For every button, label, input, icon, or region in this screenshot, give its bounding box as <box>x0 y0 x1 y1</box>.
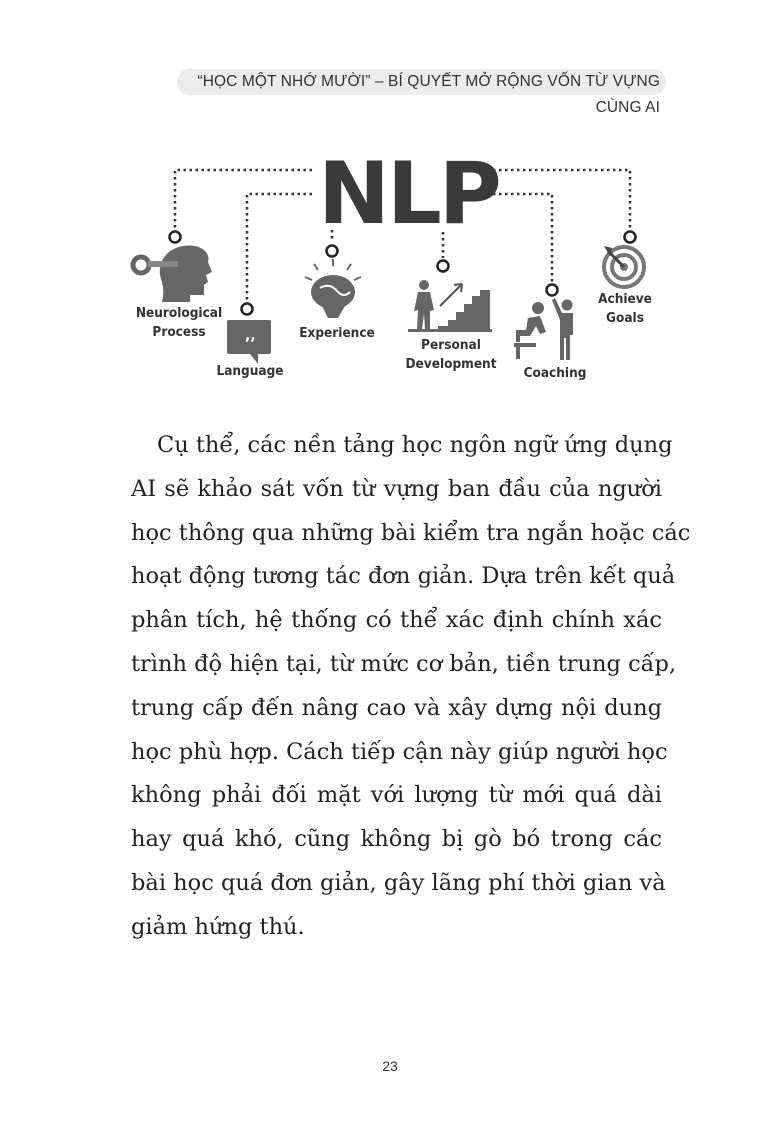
target-icon <box>604 246 644 287</box>
body-paragraph <box>131 424 691 950</box>
head-key-icon <box>133 246 212 302</box>
label-neurological-process <box>133 304 225 342</box>
label-line: Development <box>405 356 497 372</box>
label-achieve-goals <box>589 290 661 328</box>
text-line: phân tích, hệ thống có thể xác định chính xác <box>131 607 662 634</box>
nlp-title: NLP <box>318 144 499 244</box>
label-line: Achieve <box>598 291 652 307</box>
text-line: giảm hứng thú. <box>131 913 305 940</box>
speech-bubble-icon <box>227 320 271 364</box>
nlp-diagram <box>0 0 780 400</box>
label-personal-development <box>402 336 501 374</box>
text-line: học phù hợp. Cách tiếp cận này giúp người học <box>131 738 668 765</box>
text-line: trung cấp đến nâng cao và xây dựng nội dung <box>131 694 662 721</box>
text-line: không phải đối mặt với lượng từ mới quá dài <box>131 782 662 809</box>
text-line: trình độ hiện tại, từ mức cơ bản, tiền trung cấp, <box>131 650 677 677</box>
label-line: Personal <box>421 337 481 353</box>
coaching-people-icon <box>514 298 573 360</box>
label-line: Process <box>152 324 206 340</box>
label-language: Language <box>216 363 284 379</box>
label-line: Goals <box>606 310 644 326</box>
text-line: hoạt động tương tác đơn giản. Dựa trên kết quả <box>131 563 676 590</box>
text-line: hay quá khó, cũng không bị gò bó trong các <box>131 826 662 853</box>
label-experience: Experience <box>299 325 375 341</box>
label-line: Neurological <box>135 305 223 321</box>
text-line: AI sẽ khảo sát vốn từ vựng ban đầu của người <box>131 475 662 502</box>
text-line: học thông qua những bài kiểm tra ngắn hoặc các <box>131 519 691 546</box>
running-header: “HỌC MỘT NHỚ MƯỜI” – BÍ QUYẾT MỞ RỘNG VỐN TỪ VỰNG CÙNG AI <box>177 69 666 95</box>
page-number: 23 <box>382 1058 398 1074</box>
label-coaching: Coaching <box>523 365 587 381</box>
brain-icon <box>305 259 361 318</box>
text-line: bài học quá đơn giản, gây lãng phí thời gian và <box>131 869 666 896</box>
stairs-icon <box>408 280 492 332</box>
text-line: Cụ thể, các nền tảng học ngôn ngữ ứng dụng <box>157 432 673 458</box>
svg-text:,,: ,, <box>245 328 256 344</box>
